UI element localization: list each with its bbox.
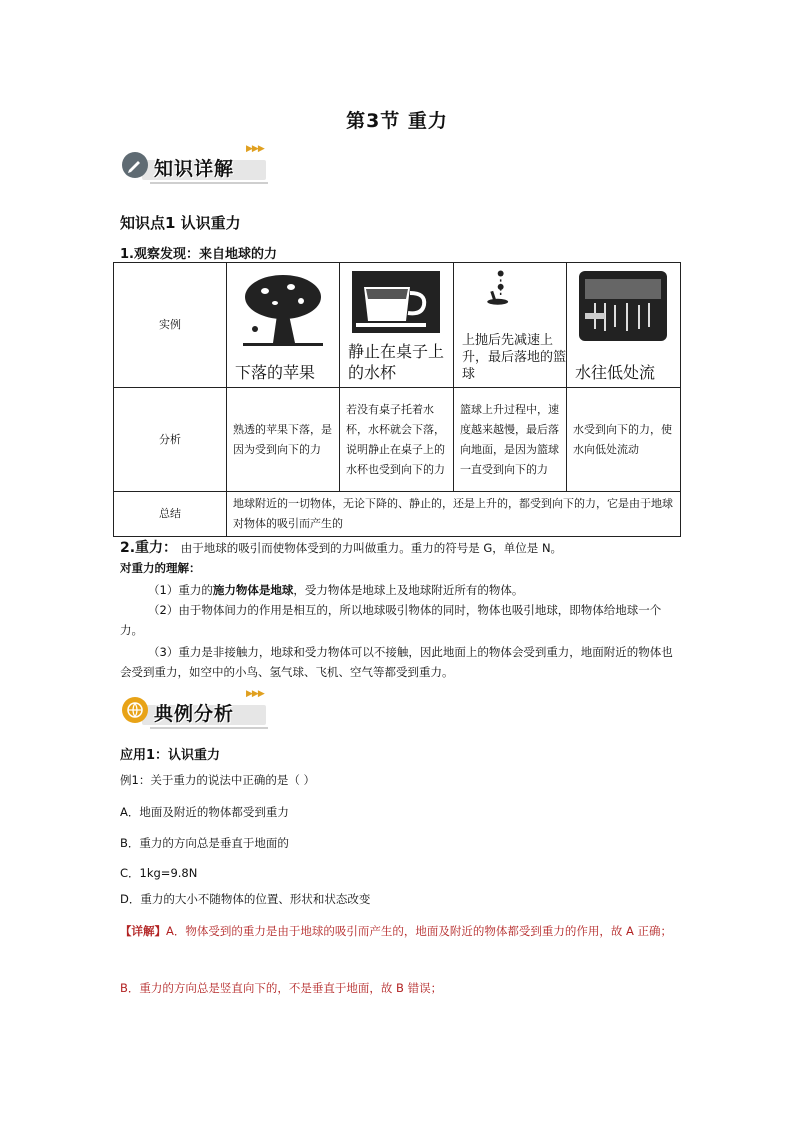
example-water — [567, 263, 681, 388]
observation-table — [113, 262, 681, 537]
example-cup — [340, 263, 454, 388]
understanding-label: 对重力的理解： — [120, 561, 201, 575]
summary-text: 地球附近的一切物体，无论下降的、静止的，还是上升的，都受到向下的力，它是由于地球对物体的吸引而产生的 — [227, 492, 681, 537]
knowledge-banner-text: 知识详解 — [154, 158, 235, 180]
caption-water: 水往低处流 — [575, 363, 656, 382]
gravity-def-text: 由于地球的吸引而使物体受到的力叫做重力。重力的符号是 G，单位是 N。 — [180, 541, 563, 555]
analysis-water: 水受到向下的力，使水向低处流动 — [567, 388, 681, 492]
caption-cup: 静止在桌子上的水杯 — [348, 342, 445, 382]
arrows-icon: ▶▶▶ — [246, 689, 264, 699]
basketball-icon — [462, 269, 533, 327]
point-3: （3）重力是非接触力，地球和受力物体可以不接触，因此地面上的物体会受到重力，地面附近的物体也会受到重力，如空中的小鸟、氢气球、飞机、空气等都受到重力。 — [120, 645, 673, 679]
row-head-analysis: 分析 — [114, 388, 227, 492]
row-head-summary: 总结 — [114, 492, 227, 537]
page-title: 第3节 重力 — [346, 110, 448, 132]
section1-subheading: 1.观察发现：来自地球的力 — [120, 247, 277, 262]
example-basketball — [454, 263, 567, 388]
gravity-definition — [120, 538, 680, 558]
option-a: A．地面及附近的物体都受到重力 — [120, 805, 289, 819]
cup-icon — [348, 269, 444, 347]
row-head-example: 实例 — [114, 263, 227, 388]
detail-label: 【详解】 — [120, 924, 166, 938]
waterfall-icon — [575, 269, 671, 347]
analysis-cup: 若没有桌子托着水杯，水杯就会下落，说明静止在桌子上的水杯也受到向下的力 — [340, 388, 454, 492]
examples-banner — [120, 689, 270, 729]
analysis-apple: 熟透的苹果下落，是因为受到向下的力 — [227, 388, 340, 492]
caption-basketball: 上抛后先减速上升，最后落地的篮球 — [462, 333, 567, 382]
section1-heading: 知识点1 认识重力 — [120, 214, 241, 232]
apple-tree-icon — [235, 269, 331, 347]
pencil-icon — [122, 152, 148, 178]
option-d: D．重力的大小不随物体的位置、形状和状态改变 — [120, 892, 371, 906]
example-apple — [227, 263, 340, 388]
detail-b: B．重力的方向总是竖直向下的，不是垂直于地面，故 B 错误； — [120, 981, 443, 995]
examples-banner-text: 典例分析 — [154, 703, 235, 725]
caption-apple: 下落的苹果 — [235, 363, 316, 382]
point-1: （1）重力的施力物体是地球，受力物体是地球上及地球附近所有的物体。 — [148, 583, 524, 597]
globe-icon — [122, 697, 148, 723]
analysis-basketball: 篮球上升过程中，速度越来越慢，最后落向地面，是因为篮球一直受到向下的力 — [454, 388, 567, 492]
knowledge-banner — [120, 144, 270, 184]
gravity-label: 2.重力： — [120, 540, 178, 556]
point-1-bold: 施力物体是地球 — [212, 583, 294, 597]
arrows-icon: ▶▶▶ — [246, 144, 264, 154]
detail-a: 【详解】A．物体受到的重力是由于地球的吸引而产生的，地面及附近的物体都受到重力的作用，故 A 正确； — [120, 924, 673, 938]
example-question: 例1：关于重力的说法中正确的是（ ） — [120, 773, 315, 787]
section2-heading: 应用1：认识重力 — [120, 748, 221, 763]
point-2: （2）由于物体间力的作用是相互的，所以地球吸引物体的同时，物体也吸引地球，即物体给地球一个力。 — [120, 603, 662, 637]
option-c: C．1kg=9.8N — [120, 866, 198, 880]
option-b: B．重力的方向总是垂直于地面的 — [120, 836, 289, 850]
